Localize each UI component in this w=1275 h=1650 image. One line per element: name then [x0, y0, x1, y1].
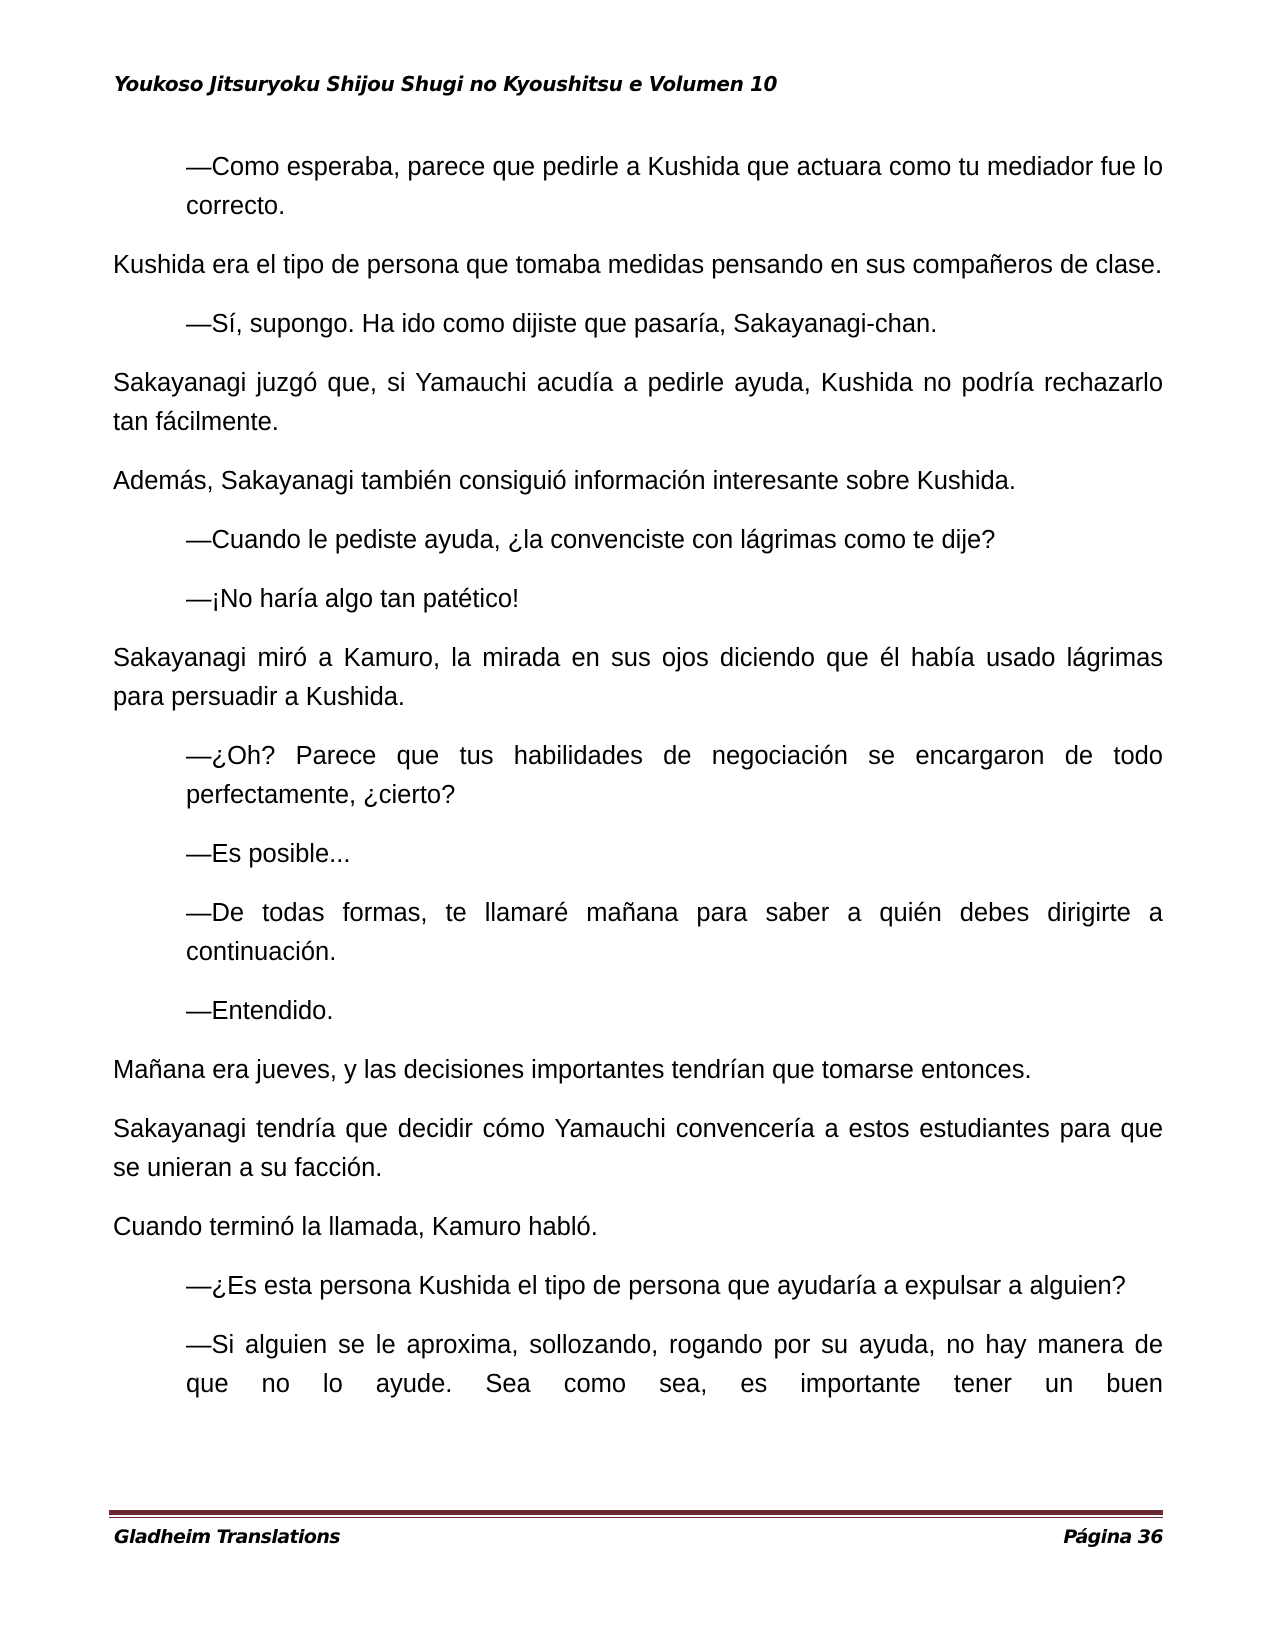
narration-paragraph: Kushida era el tipo de persona que tomaba medidas pensando en sus compañeros de clase. — [113, 251, 1163, 279]
footer-publisher: Gladheim Translations — [114, 1526, 340, 1548]
dialogue-paragraph: —De todas formas, te llamaré mañana para saber a quién debes dirigirte a continuación. — [186, 899, 1163, 966]
dialogue-paragraph: —Entendido. — [186, 997, 334, 1025]
narration-paragraph: Además, Sakayanagi también consiguió información interesante sobre Kushida. — [113, 467, 1016, 495]
running-header-title: Youkoso Jitsuryoku Shijou Shugi no Kyoushitsu e Volumen 10 — [114, 72, 778, 96]
narration-paragraph: Cuando terminó la llamada, Kamuro habló. — [113, 1213, 598, 1241]
dialogue-paragraph: —¡No haría algo tan patético! — [186, 585, 520, 613]
narration-paragraph: Sakayanagi miró a Kamuro, la mirada en sus ojos diciendo que él había usado lágrimas para persuadir a Kushida. — [113, 644, 1163, 711]
narration-paragraph: Sakayanagi juzgó que, si Yamauchi acudía a pedirle ayuda, Kushida no podría rechazarlo tan fácilmente. — [113, 369, 1163, 436]
dialogue-paragraph: —Es posible... — [186, 840, 351, 868]
dialogue-paragraph: —Sí, supongo. Ha ido como dijiste que pasaría, Sakayanagi-chan. — [186, 310, 938, 338]
dialogue-paragraph: —Como esperaba, parece que pedirle a Kushida que actuara como tu mediador fue lo correcto. — [186, 153, 1163, 220]
footer-page-number: Página 36 — [1063, 1526, 1163, 1548]
narration-paragraph: Sakayanagi tendría que decidir cómo Yamauchi convencería a estos estudiantes para que se unieran a su facción. — [113, 1115, 1163, 1182]
dialogue-paragraph: —¿Es esta persona Kushida el tipo de persona que ayudaría a expulsar a alguien? — [186, 1272, 1126, 1300]
narration-paragraph: Mañana era jueves, y las decisiones importantes tendrían que tomarse entonces. — [113, 1056, 1032, 1084]
footer-rule-thin — [109, 1517, 1163, 1518]
dialogue-paragraph: —Si alguien se le aproxima, sollozando, rogando por su ayuda, no hay manera de que no lo ayude. Sea como sea, es importante tener un buen — [186, 1331, 1163, 1398]
footer-rule — [109, 1510, 1163, 1515]
dialogue-paragraph: —Cuando le pediste ayuda, ¿la convenciste con lágrimas como te dije? — [186, 526, 996, 554]
dialogue-paragraph: —¿Oh? Parece que tus habilidades de negociación se encargaron de todo perfectamente, ¿cierto? — [186, 742, 1163, 809]
body-text — [113, 148, 1163, 1424]
